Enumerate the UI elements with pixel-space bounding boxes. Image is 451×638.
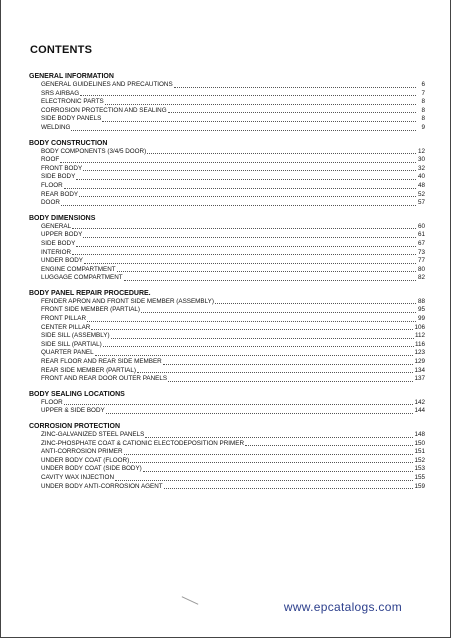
toc-entry[interactable] bbox=[29, 98, 425, 107]
dot-leader bbox=[147, 152, 416, 154]
toc-entry-page: 6 bbox=[421, 81, 425, 88]
dot-leader bbox=[130, 461, 413, 463]
toc-entry[interactable] bbox=[29, 257, 425, 266]
dot-leader bbox=[72, 227, 416, 229]
toc-entry-page: 88 bbox=[417, 297, 425, 305]
toc-entry-page: 142 bbox=[414, 398, 425, 406]
toc-entry[interactable] bbox=[29, 223, 425, 232]
toc-entry[interactable] bbox=[29, 231, 425, 240]
toc-entry[interactable] bbox=[29, 115, 425, 124]
toc-entry-label: DOOR bbox=[41, 199, 60, 207]
toc-entry-page: 73 bbox=[417, 248, 425, 256]
toc-entry-label: UPPER BODY bbox=[41, 231, 83, 239]
toc-entry[interactable] bbox=[29, 332, 425, 341]
toc-entry-label: INTERIOR bbox=[41, 248, 72, 256]
toc-entry-label: CENTER PILLAR bbox=[41, 323, 91, 331]
dot-leader bbox=[117, 270, 416, 272]
toc-entry-label: UNDER BODY bbox=[41, 257, 83, 265]
dot-leader bbox=[87, 320, 416, 322]
toc-entry-label: WELDING bbox=[41, 123, 71, 131]
toc-entry-page: 106 bbox=[414, 323, 425, 331]
toc-entry-page: 82 bbox=[417, 274, 425, 282]
toc-entry-page: 61 bbox=[417, 231, 425, 239]
toc-entry-label: SRS AIRBAG bbox=[41, 89, 80, 97]
dot-leader bbox=[64, 403, 414, 405]
dot-leader bbox=[174, 86, 416, 88]
toc-entry-page: 30 bbox=[417, 156, 425, 164]
dot-leader bbox=[215, 302, 416, 304]
dot-leader bbox=[76, 178, 416, 180]
toc-entry[interactable] bbox=[29, 191, 425, 200]
toc-entry-page: 152 bbox=[414, 456, 425, 464]
toc-entry-label: FRONT SIDE MEMBER (PARTIAL) bbox=[41, 306, 141, 314]
dot-leader bbox=[60, 161, 416, 163]
toc-entry[interactable] bbox=[29, 240, 425, 249]
toc-entry-page: 144 bbox=[414, 407, 425, 415]
dot-leader bbox=[124, 279, 416, 281]
section-heading: BODY DIMENSIONS bbox=[29, 214, 96, 222]
toc-entry-label: FRONT PILLAR bbox=[41, 315, 87, 323]
dot-leader bbox=[79, 195, 416, 197]
toc-entry-page: 40 bbox=[417, 173, 425, 181]
toc-entry-label: UNDER BODY ANTI-CORROSION AGENT bbox=[41, 482, 163, 490]
dot-leader bbox=[72, 253, 416, 255]
toc-entry-page: 137 bbox=[414, 375, 425, 383]
toc-entry[interactable] bbox=[29, 274, 425, 283]
dot-leader bbox=[143, 470, 414, 472]
toc-entry-label: ZINC-GALVANIZED STEEL PANELS bbox=[41, 431, 145, 438]
toc-entry[interactable] bbox=[29, 483, 425, 492]
toc-entry-label: GENERAL GUIDELINES AND PRECAUTIONS bbox=[41, 81, 173, 88]
toc-entry-label: REAR SIDE MEMBER (PARTIAL) bbox=[41, 366, 136, 374]
toc-entry-page: 148 bbox=[414, 431, 425, 438]
toc-entry-page: 67 bbox=[417, 239, 425, 247]
toc-entry-page: 123 bbox=[414, 349, 425, 357]
toc-entry[interactable] bbox=[29, 367, 425, 376]
toc-entry-label: ENGINE COMPARTMENT bbox=[41, 265, 116, 273]
dot-leader bbox=[64, 187, 416, 189]
scan-mark bbox=[182, 596, 199, 605]
dot-leader bbox=[105, 103, 416, 105]
dot-leader bbox=[168, 380, 413, 382]
toc-entry-page: 159 bbox=[414, 482, 425, 490]
toc-entry[interactable] bbox=[29, 474, 425, 483]
dot-leader bbox=[83, 236, 416, 238]
page-title: CONTENTS bbox=[30, 44, 93, 56]
section-heading: GENERAL INFORMATION bbox=[29, 73, 114, 80]
toc-entry-page: 95 bbox=[417, 306, 425, 314]
toc-entry-label: SIDE SILL (PARTIAL) bbox=[41, 340, 102, 348]
toc-entry[interactable] bbox=[29, 199, 425, 208]
toc-entry[interactable] bbox=[29, 165, 425, 174]
toc-entry[interactable] bbox=[29, 298, 425, 307]
toc-entry-label: ROOF bbox=[41, 156, 60, 164]
toc-entry-page: 57 bbox=[417, 199, 425, 207]
toc-entry[interactable] bbox=[29, 407, 425, 416]
toc-entry-page: 112 bbox=[414, 332, 425, 340]
dot-leader bbox=[102, 120, 416, 122]
toc-entry[interactable] bbox=[29, 107, 425, 116]
toc-entry-page: 8 bbox=[421, 115, 425, 123]
toc-entry-label: BODY COMPONENTS (3/4/5 DOOR) bbox=[41, 147, 147, 155]
toc-section bbox=[29, 72, 425, 133]
toc-entry-page: 134 bbox=[414, 366, 425, 374]
dot-leader bbox=[124, 453, 414, 455]
dot-leader bbox=[168, 111, 416, 113]
dot-leader bbox=[71, 129, 416, 131]
toc-entry-page: 99 bbox=[417, 315, 425, 323]
toc-entry-page: 12 bbox=[417, 147, 425, 155]
toc-entry-page: 52 bbox=[417, 190, 425, 198]
toc-entry-label: SIDE BODY bbox=[41, 173, 76, 181]
toc-entry-label: QUARTER PANEL bbox=[41, 349, 94, 357]
toc-section bbox=[29, 422, 425, 491]
toc-entry-label: FENDER APRON AND FRONT SIDE MEMBER (ASSEMBLY) bbox=[41, 297, 214, 305]
toc-entry[interactable] bbox=[29, 182, 425, 191]
dot-leader bbox=[163, 363, 414, 365]
toc-section bbox=[29, 390, 425, 416]
toc-entry-label: UPPER & SIDE BODY bbox=[41, 407, 105, 415]
dot-leader bbox=[115, 479, 413, 481]
toc-entry-page: 80 bbox=[417, 265, 425, 273]
toc-entry-page: 77 bbox=[417, 257, 425, 265]
toc-section bbox=[29, 139, 425, 208]
toc-entry[interactable] bbox=[29, 375, 425, 384]
toc-entry-page: 9 bbox=[421, 123, 425, 131]
toc-entry-label: FRONT BODY bbox=[41, 164, 83, 172]
toc-section bbox=[29, 289, 425, 384]
toc-entry[interactable] bbox=[29, 315, 425, 324]
dot-leader bbox=[80, 94, 416, 96]
dot-leader bbox=[84, 262, 416, 264]
toc-entry-page: 7 bbox=[421, 89, 425, 97]
toc-entry[interactable] bbox=[29, 266, 425, 275]
toc-entry-page: 150 bbox=[414, 439, 425, 447]
toc-entry-label: LUGGAGE COMPARTMENT bbox=[41, 274, 123, 282]
toc-entry-page: 129 bbox=[414, 358, 425, 366]
toc-entry-label: SIDE SILL (ASSEMBLY) bbox=[41, 332, 110, 340]
toc-entry-label: UNDER BODY COAT (SIDE BODY) bbox=[41, 465, 142, 473]
dot-leader bbox=[61, 204, 416, 206]
footer-watermark-link[interactable]: www.epcatalogs.com bbox=[283, 600, 402, 614]
dot-leader bbox=[106, 412, 414, 414]
toc-entry-page: 153 bbox=[414, 465, 425, 473]
toc-entry-page: 116 bbox=[414, 340, 425, 348]
toc-entry[interactable] bbox=[29, 90, 425, 99]
toc-entry-label: ANTI-CORROSION PRIMER bbox=[41, 448, 123, 456]
toc-entry[interactable] bbox=[29, 249, 425, 258]
dot-leader bbox=[137, 371, 414, 373]
toc-entry[interactable] bbox=[29, 148, 425, 157]
dot-leader bbox=[245, 444, 413, 446]
toc-entry[interactable] bbox=[29, 124, 425, 133]
toc-entry[interactable] bbox=[29, 457, 425, 466]
toc-entry[interactable] bbox=[29, 324, 425, 333]
toc-entry-page: 8 bbox=[421, 98, 425, 106]
dot-leader bbox=[111, 337, 414, 339]
toc-entry-label: GENERAL bbox=[41, 222, 72, 230]
dot-leader bbox=[103, 345, 414, 347]
toc-entry[interactable] bbox=[29, 156, 425, 165]
toc-entry-page: 32 bbox=[417, 164, 425, 172]
toc-entry[interactable] bbox=[29, 173, 425, 182]
toc-entry-page: 48 bbox=[417, 181, 425, 189]
toc-entry[interactable] bbox=[29, 81, 425, 90]
section-heading: BODY SEALING LOCATIONS bbox=[29, 390, 125, 398]
toc-section bbox=[29, 214, 425, 283]
toc-entry[interactable] bbox=[29, 349, 425, 358]
toc-entry[interactable] bbox=[29, 440, 425, 449]
toc-entry[interactable] bbox=[29, 358, 425, 367]
section-heading: CORROSION PROTECTION bbox=[29, 423, 121, 430]
toc-entry-label: SIDE BODY bbox=[41, 239, 76, 247]
toc-entry-label: ZINC-PHOSPHATE COAT & CATIONIC ELECTODEPOSITION PRIMER bbox=[41, 439, 245, 447]
toc-entry-label: REAR FLOOR AND REAR SIDE MEMBER bbox=[41, 358, 162, 366]
toc-entry[interactable] bbox=[29, 465, 425, 474]
dot-leader bbox=[91, 328, 413, 330]
toc-entry-label: FLOOR bbox=[41, 398, 63, 406]
dot-leader bbox=[141, 311, 416, 313]
toc-entry-label: REAR BODY bbox=[41, 190, 79, 198]
dot-leader bbox=[76, 245, 416, 247]
table-of-contents bbox=[29, 72, 425, 497]
toc-entry-page: 151 bbox=[414, 448, 425, 456]
toc-entry-label: CAVITY WAX INJECTION bbox=[41, 473, 115, 481]
dot-leader bbox=[95, 354, 414, 356]
toc-entry-page: 8 bbox=[421, 106, 425, 114]
toc-entry[interactable] bbox=[29, 399, 425, 408]
section-heading: BODY CONSTRUCTION bbox=[29, 139, 108, 147]
dot-leader bbox=[145, 436, 413, 438]
toc-entry-label: FLOOR bbox=[41, 181, 63, 189]
toc-entry-label: SIDE BODY PANELS bbox=[41, 115, 102, 123]
dot-leader bbox=[83, 169, 416, 171]
toc-entry-label: FRONT AND REAR DOOR OUTER PANELS bbox=[41, 375, 168, 383]
toc-entry-page: 60 bbox=[417, 222, 425, 230]
toc-entry-label: CORROSION PROTECTION AND SEALING bbox=[41, 106, 167, 114]
toc-entry-page: 155 bbox=[414, 473, 425, 481]
toc-entry[interactable] bbox=[29, 306, 425, 315]
toc-entry-label: UNDER BODY COAT (FLOOR) bbox=[41, 456, 130, 464]
toc-entry[interactable] bbox=[29, 448, 425, 457]
toc-entry[interactable] bbox=[29, 431, 425, 440]
section-heading: BODY PANEL REPAIR PROCEDURE. bbox=[29, 289, 151, 297]
toc-entry[interactable] bbox=[29, 341, 425, 350]
dot-leader bbox=[164, 487, 414, 489]
toc-entry-label: ELECTRONIC PARTS bbox=[41, 98, 104, 106]
